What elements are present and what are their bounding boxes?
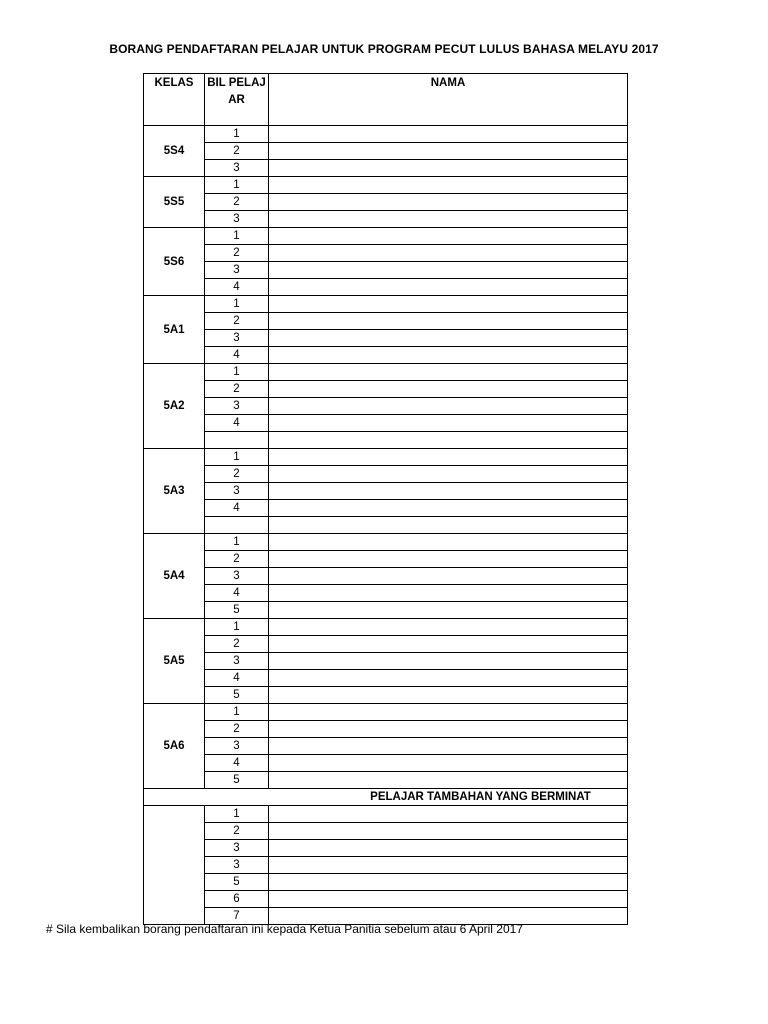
- table-body: [144, 126, 628, 925]
- nama-cell[interactable]: [269, 160, 628, 177]
- bil-cell: 5: [205, 874, 269, 891]
- nama-cell[interactable]: [269, 568, 628, 585]
- bil-cell: 2: [205, 823, 269, 840]
- bil-cell: 2: [205, 466, 269, 483]
- kelas-cell: 5S4: [144, 126, 205, 177]
- nama-cell[interactable]: [269, 619, 628, 636]
- nama-cell[interactable]: [269, 585, 628, 602]
- kelas-cell: 5A3: [144, 449, 205, 534]
- kelas-cell: 5A2: [144, 364, 205, 449]
- bil-cell: 3: [205, 568, 269, 585]
- header-bil-pelajar: BIL PELAJAR: [205, 74, 269, 126]
- bil-cell: 3: [205, 330, 269, 347]
- table-row: [144, 466, 628, 483]
- table-row: [144, 857, 628, 874]
- bil-cell: 3: [205, 211, 269, 228]
- bil-cell: 2: [205, 551, 269, 568]
- kelas-cell: 5S5: [144, 177, 205, 228]
- nama-cell[interactable]: [269, 483, 628, 500]
- bil-cell: 2: [205, 381, 269, 398]
- footnote: # Sila kembalikan borang pendaftaran ini kepada Ketua Panitia sebelum atau 6 April 2017: [46, 922, 523, 936]
- bil-cell: 2: [205, 721, 269, 738]
- table-row: [144, 687, 628, 704]
- nama-cell[interactable]: [269, 143, 628, 160]
- nama-cell[interactable]: [269, 534, 628, 551]
- kelas-cell: 5A4: [144, 534, 205, 619]
- nama-cell[interactable]: [269, 194, 628, 211]
- table-row: [144, 568, 628, 585]
- nama-cell[interactable]: [269, 721, 628, 738]
- nama-cell[interactable]: [269, 381, 628, 398]
- table-row: [144, 721, 628, 738]
- nama-cell[interactable]: [269, 296, 628, 313]
- table-row: [144, 653, 628, 670]
- table-row: [144, 279, 628, 296]
- bil-cell: 1: [205, 228, 269, 245]
- bil-cell: 4: [205, 279, 269, 296]
- table-row: [144, 262, 628, 279]
- bil-cell: 1: [205, 296, 269, 313]
- nama-cell[interactable]: [269, 228, 628, 245]
- table-row: [144, 874, 628, 891]
- bil-cell: 3: [205, 483, 269, 500]
- bil-cell: 1: [205, 534, 269, 551]
- table-row: [144, 704, 628, 721]
- kelas-cell: 5S6: [144, 228, 205, 296]
- bil-cell: 1: [205, 619, 269, 636]
- nama-cell[interactable]: [269, 449, 628, 466]
- table-row: [144, 415, 628, 432]
- nama-cell[interactable]: [269, 636, 628, 653]
- bil-cell: 2: [205, 194, 269, 211]
- bil-cell: 3: [205, 160, 269, 177]
- bil-cell: 2: [205, 143, 269, 160]
- bil-cell: 4: [205, 755, 269, 772]
- header-kelas: KELAS: [144, 74, 205, 126]
- table-row: [144, 398, 628, 415]
- table-row: [144, 755, 628, 772]
- header-nama: NAMA: [269, 74, 628, 126]
- bil-cell: 3: [205, 840, 269, 857]
- nama-cell[interactable]: [269, 330, 628, 347]
- nama-cell[interactable]: [269, 840, 628, 857]
- table-row: [144, 806, 628, 823]
- table-row: [144, 636, 628, 653]
- nama-cell[interactable]: [269, 517, 628, 534]
- bil-cell: 1: [205, 704, 269, 721]
- table-row: [144, 313, 628, 330]
- bil-cell: [205, 517, 269, 534]
- nama-cell[interactable]: [269, 857, 628, 874]
- bil-cell: 3: [205, 857, 269, 874]
- nama-cell[interactable]: [269, 755, 628, 772]
- nama-cell[interactable]: [269, 602, 628, 619]
- extra-kelas-cell: [144, 806, 205, 925]
- bil-cell: 3: [205, 398, 269, 415]
- table-row: [144, 432, 628, 449]
- nama-cell[interactable]: [269, 772, 628, 789]
- table-row: [144, 449, 628, 466]
- nama-cell[interactable]: [269, 313, 628, 330]
- table-row: [144, 840, 628, 857]
- table-row: [144, 551, 628, 568]
- nama-cell[interactable]: [269, 347, 628, 364]
- nama-cell[interactable]: [269, 279, 628, 296]
- nama-cell[interactable]: [269, 891, 628, 908]
- bil-cell: 1: [205, 126, 269, 143]
- bil-cell: 6: [205, 891, 269, 908]
- bil-cell: 3: [205, 653, 269, 670]
- nama-cell[interactable]: [269, 432, 628, 449]
- nama-cell[interactable]: [269, 806, 628, 823]
- kelas-cell: 5A6: [144, 704, 205, 789]
- nama-cell[interactable]: [269, 670, 628, 687]
- nama-cell[interactable]: [269, 126, 628, 143]
- nama-cell[interactable]: [269, 500, 628, 517]
- bil-cell: 2: [205, 313, 269, 330]
- bil-cell: [205, 432, 269, 449]
- nama-cell[interactable]: [269, 551, 628, 568]
- table-header-row: [144, 74, 628, 126]
- nama-cell[interactable]: [269, 262, 628, 279]
- bil-cell: 5: [205, 687, 269, 704]
- table-row: [144, 143, 628, 160]
- document-title: BORANG PENDAFTARAN PELAJAR UNTUK PROGRAM PECUT LULUS BAHASA MELAYU 2017: [109, 42, 659, 56]
- table-row: [144, 296, 628, 313]
- table-row: [144, 619, 628, 636]
- bil-cell: 4: [205, 585, 269, 602]
- table-row: [144, 245, 628, 262]
- bil-cell: 2: [205, 245, 269, 262]
- table-row: [144, 330, 628, 347]
- bil-cell: 4: [205, 500, 269, 517]
- table-row: [144, 823, 628, 840]
- nama-cell[interactable]: [269, 704, 628, 721]
- table-row: [144, 228, 628, 245]
- nama-cell[interactable]: [269, 211, 628, 228]
- bil-cell: 1: [205, 449, 269, 466]
- bil-cell: 5: [205, 772, 269, 789]
- table-row: [144, 602, 628, 619]
- table-row: [144, 211, 628, 228]
- extra-heading-row: [144, 789, 628, 806]
- bil-cell: 3: [205, 738, 269, 755]
- nama-cell[interactable]: [269, 466, 628, 483]
- table-row: [144, 585, 628, 602]
- bil-cell: 4: [205, 415, 269, 432]
- table-row: [144, 364, 628, 381]
- bil-cell: 1: [205, 177, 269, 194]
- table-row: [144, 194, 628, 211]
- bil-cell: 3: [205, 262, 269, 279]
- bil-cell: 1: [205, 806, 269, 823]
- table-row: [144, 483, 628, 500]
- nama-cell[interactable]: [269, 398, 628, 415]
- table-row: [144, 534, 628, 551]
- table-row: [144, 126, 628, 143]
- nama-cell[interactable]: [269, 364, 628, 381]
- table-row: [144, 517, 628, 534]
- nama-cell[interactable]: [269, 687, 628, 704]
- table-row: [144, 500, 628, 517]
- table-row: [144, 381, 628, 398]
- table-row: [144, 891, 628, 908]
- nama-cell[interactable]: [269, 177, 628, 194]
- nama-cell[interactable]: [269, 245, 628, 262]
- bil-cell: 7: [205, 908, 269, 925]
- nama-cell[interactable]: [269, 653, 628, 670]
- bil-cell: 2: [205, 636, 269, 653]
- bil-cell: 1: [205, 364, 269, 381]
- table-row: [144, 160, 628, 177]
- table-row: [144, 670, 628, 687]
- table-row: [144, 177, 628, 194]
- bil-cell: 5: [205, 602, 269, 619]
- bil-cell: 4: [205, 347, 269, 364]
- table-row: [144, 738, 628, 755]
- nama-cell[interactable]: [269, 823, 628, 840]
- table-row: [144, 347, 628, 364]
- registration-table: [143, 73, 628, 925]
- nama-cell[interactable]: [269, 415, 628, 432]
- table-row: [144, 772, 628, 789]
- extra-students-heading: PELAJAR TAMBAHAN YANG BERMINAT: [144, 789, 628, 806]
- kelas-cell: 5A5: [144, 619, 205, 704]
- kelas-cell: 5A1: [144, 296, 205, 364]
- nama-cell[interactable]: [269, 738, 628, 755]
- nama-cell[interactable]: [269, 874, 628, 891]
- bil-cell: 4: [205, 670, 269, 687]
